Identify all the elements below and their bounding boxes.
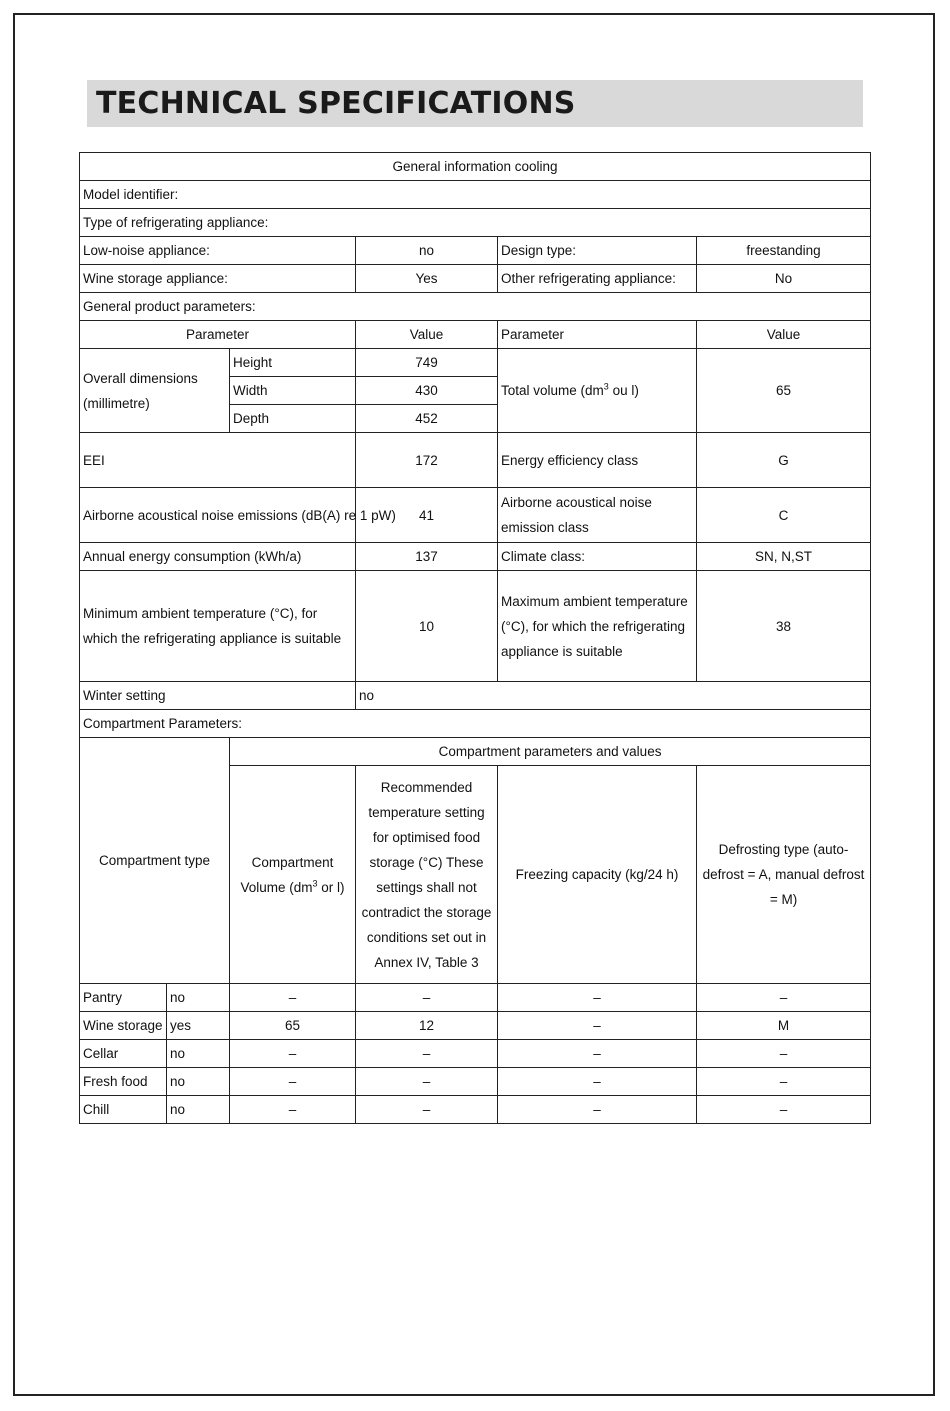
design-type-label: Design type: (498, 237, 697, 265)
winter-label: Winter setting (80, 682, 356, 710)
max-temp-value: 38 (697, 571, 871, 682)
total-volume-label-a: Total volume (dm (501, 383, 604, 398)
low-noise-value: no (356, 237, 498, 265)
value-header: Value (356, 321, 498, 349)
model-row (80, 181, 871, 209)
other-appliance-label: Other refrigerating appliance: (498, 265, 697, 293)
compartment-freezing: – (498, 984, 697, 1012)
total-volume-sup: 3 (603, 381, 609, 392)
product-params-row (80, 293, 871, 321)
eei-value: 172 (356, 433, 498, 488)
compartment-group-row (80, 738, 871, 766)
compartment-row (80, 1040, 871, 1068)
climate-class-value: SN, N,ST (697, 543, 871, 571)
title-banner (87, 80, 863, 127)
page-title: TECHNICAL SPECIFICATIONS (96, 86, 576, 121)
winter-row (80, 682, 871, 710)
noise-class-label: Airborne acoustical noise emission class (498, 488, 697, 543)
wine-storage-label: Wine storage appliance: (80, 265, 356, 293)
compartment-freezing: – (498, 1096, 697, 1124)
wine-storage-row (80, 265, 871, 293)
spec-table (79, 152, 871, 1124)
compartment-temp: – (356, 1096, 498, 1124)
compartment-row (80, 1012, 871, 1040)
compartment-volume: 65 (230, 1012, 356, 1040)
compartment-group-header: Compartment parameters and values (230, 738, 871, 766)
compartment-defrost: M (697, 1012, 871, 1040)
width-label: Width (230, 377, 356, 405)
defrost-header: Defrosting type (auto-defrost = A, manual defrost = M) (697, 766, 871, 984)
other-appliance-value: No (697, 265, 871, 293)
volume-header-a: Compartment Volume (dm (240, 854, 334, 895)
compartment-present: no (167, 1068, 230, 1096)
max-temp-label: Maximum ambient temperature (°C), for which the refrigerating appliance is suitable (498, 571, 697, 682)
total-volume-label (498, 349, 697, 433)
model-identifier-label: Model identifier: (80, 181, 871, 209)
compartment-volume: – (230, 1096, 356, 1124)
compartment-section-label: Compartment Parameters: (80, 710, 871, 738)
energy-class-label: Energy efficiency class (498, 433, 697, 488)
compartment-defrost: – (697, 1068, 871, 1096)
general-heading: General information cooling (80, 153, 871, 181)
noise-row (80, 488, 871, 543)
height-row (80, 349, 871, 377)
temperature-row (80, 571, 871, 682)
compartment-name: Wine storage (80, 1012, 167, 1040)
compartment-type-header: Compartment type (80, 738, 230, 984)
compartment-freezing: – (498, 1040, 697, 1068)
compartment-freezing: – (498, 1012, 697, 1040)
low-noise-label: Low-noise appliance: (80, 237, 356, 265)
design-type-value: freestanding (697, 237, 871, 265)
winter-value: no (356, 682, 871, 710)
climate-class-label: Climate class: (498, 543, 697, 571)
freezing-header: Freezing capacity (kg/24 h) (498, 766, 697, 984)
compartment-name: Cellar (80, 1040, 167, 1068)
annual-energy-label: Annual energy consumption (kWh/a) (80, 543, 356, 571)
depth-value: 452 (356, 405, 498, 433)
compartment-section-row (80, 710, 871, 738)
compartment-present: no (167, 1040, 230, 1068)
annual-energy-value: 137 (356, 543, 498, 571)
noise-class-value: C (697, 488, 871, 543)
min-temp-value: 10 (356, 571, 498, 682)
volume-header (230, 766, 356, 984)
low-noise-row (80, 237, 871, 265)
compartment-temp: 12 (356, 1012, 498, 1040)
temperature-header: Recommended temperature setting for optimised food storage (°C) These settings shall not contradict the storage conditions set out in Annex IV, Table 3 (356, 766, 498, 984)
compartment-name: Fresh food (80, 1068, 167, 1096)
eei-row (80, 433, 871, 488)
annual-energy-row (80, 543, 871, 571)
height-value: 749 (356, 349, 498, 377)
compartment-temp: – (356, 1040, 498, 1068)
noise-label: Airborne acoustical noise emissions (dB(A) re 1 pW) (80, 488, 356, 543)
product-params-label: General product parameters: (80, 293, 871, 321)
total-volume-label-b: ou l) (608, 383, 639, 398)
compartment-volume: – (230, 984, 356, 1012)
compartment-volume: – (230, 1040, 356, 1068)
width-value: 430 (356, 377, 498, 405)
parameter-header-2: Parameter (498, 321, 697, 349)
compartment-name: Pantry (80, 984, 167, 1012)
energy-class-value: G (697, 433, 871, 488)
compartment-row (80, 984, 871, 1012)
compartment-defrost: – (697, 984, 871, 1012)
compartment-row (80, 1096, 871, 1124)
min-temp-label: Minimum ambient temperature (°C), for which the refrigerating appliance is suitable (80, 571, 356, 682)
compartment-name: Chill (80, 1096, 167, 1124)
parameter-header: Parameter (80, 321, 356, 349)
value-header-2: Value (697, 321, 871, 349)
volume-header-sup: 3 (312, 878, 318, 888)
compartment-present: no (167, 1096, 230, 1124)
compartment-row (80, 1068, 871, 1096)
volume-header-b: or l) (317, 879, 345, 895)
type-row (80, 209, 871, 237)
noise-value: 41 (356, 488, 498, 543)
general-heading-row (80, 153, 871, 181)
total-volume-value: 65 (697, 349, 871, 433)
height-label: Height (230, 349, 356, 377)
params-header-row (80, 321, 871, 349)
compartment-present: no (167, 984, 230, 1012)
compartment-volume: – (230, 1068, 356, 1096)
compartment-defrost: – (697, 1096, 871, 1124)
compartment-temp: – (356, 1068, 498, 1096)
compartment-freezing: – (498, 1068, 697, 1096)
eei-label: EEI (80, 433, 356, 488)
depth-label: Depth (230, 405, 356, 433)
overall-dimensions-label: Overall dimensions (millimetre) (80, 349, 230, 433)
wine-storage-value: Yes (356, 265, 498, 293)
compartment-defrost: – (697, 1040, 871, 1068)
compartment-present: yes (167, 1012, 230, 1040)
appliance-type-label: Type of refrigerating appliance: (80, 209, 871, 237)
compartment-temp: – (356, 984, 498, 1012)
